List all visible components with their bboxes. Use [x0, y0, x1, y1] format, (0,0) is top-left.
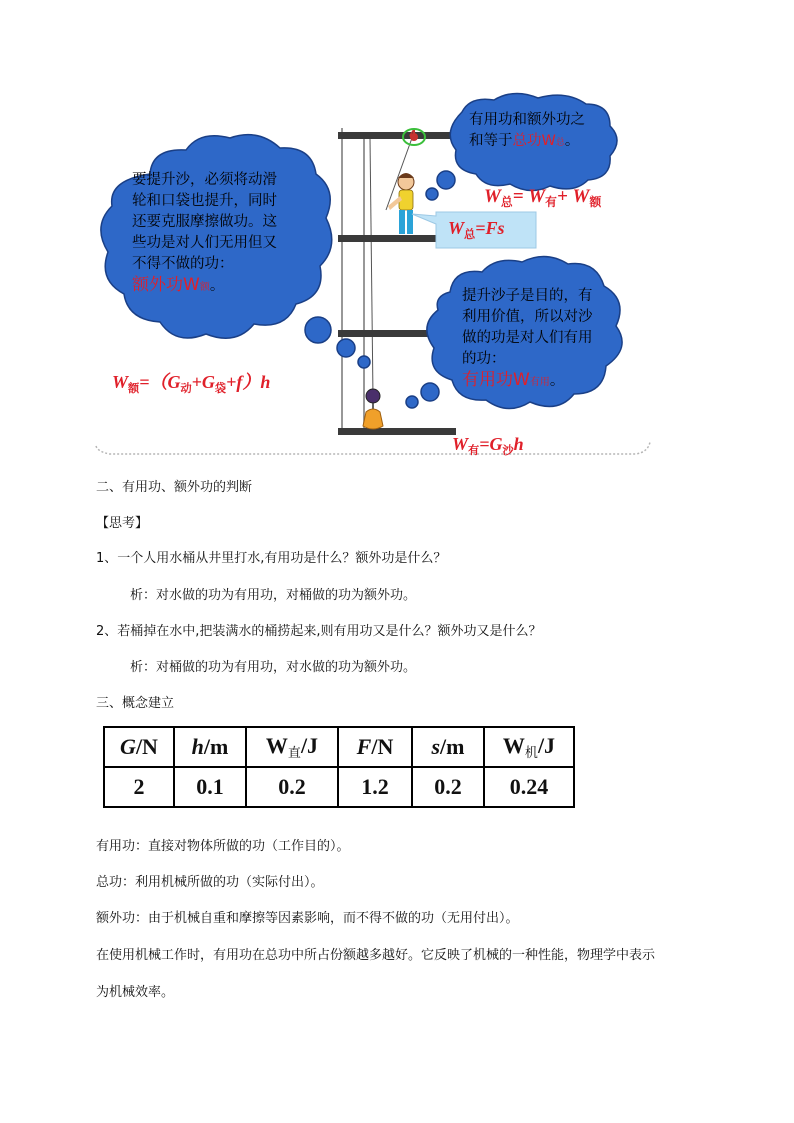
value-cell: 1.2 [338, 767, 412, 807]
total-work-label: 总功W总 [512, 133, 565, 149]
def-useful-work: 有用功：直接对物体所做的功（工作目的）。 [96, 839, 350, 854]
def-total-work: 总功：利用机械所做的功（实际付出）。 [96, 875, 324, 890]
total-work-formula: $W_总= W_有+ W_额$ [484, 186, 602, 210]
pulley-number: 4 [409, 128, 417, 141]
header-cell: F/N [338, 727, 412, 767]
header-cell: h/m [174, 727, 246, 767]
value-cell: 2 [104, 767, 174, 807]
answer-1: 析：对水做的功为有用功，对桶做的功为额外功。 [130, 588, 417, 603]
extra-work-formula: $W_额=(G_动+G_袋+f)h$ [112, 372, 271, 395]
table-value-row [104, 767, 574, 807]
header-cell: s/m [412, 727, 484, 767]
question-1: 1、一个人用水桶从井里打水,有用功是什么？额外功是什么？ [96, 551, 447, 566]
left-bubble-3 [358, 356, 370, 368]
pulley-sack-icon [363, 389, 383, 429]
left-bubble-1 [305, 317, 331, 343]
right-bubble-2 [406, 396, 418, 408]
left-cloud-tail: 。 [209, 278, 225, 294]
left-cloud-body: 要提升沙，必须将动滑轮和口袋也提升，同时还要克服摩擦做功。这些功是对人们无用但又不得不做的功： [132, 172, 277, 272]
useful-work-formula: $W_有=G_沙h$ [452, 434, 524, 457]
left-cloud-text [132, 170, 278, 298]
shelf-1 [338, 428, 456, 435]
value-cell: 0.2 [246, 767, 338, 807]
top-bubble-1 [437, 171, 455, 189]
top-bubble-2 [426, 188, 438, 200]
answer-2: 析：对桶做的功为有用功，对水做的功为额外功。 [130, 660, 417, 675]
value-cell: 0.1 [174, 767, 246, 807]
fs-formula: $W_总=Fs$ [448, 218, 505, 241]
right-cloud-text [462, 286, 602, 393]
table-header-row [104, 727, 574, 767]
efficiency-paragraph-2: 为机械效率。 [96, 985, 175, 1000]
top-cloud-text [469, 110, 595, 154]
right-cloud-tail: 。 [549, 373, 565, 389]
header-cell: G/N [104, 727, 174, 767]
extra-work-label: 额外功W额 [132, 275, 210, 295]
rope [370, 138, 373, 398]
value-cell: 0.2 [412, 767, 484, 807]
efficiency-paragraph-1: 在使用机械工作时，有用功在总功中所占份额越多越好。它反映了机械的一种性能，物理学中表示 [96, 948, 656, 963]
work-diagram [90, 90, 656, 462]
left-bubble-2 [337, 339, 355, 357]
top-cloud-tail: 。 [564, 133, 580, 149]
header-cell: W直/J [246, 727, 338, 767]
def-extra-work: 额外功：由于机械自重和摩擦等因素影响，而不得不做的功（无用付出）。 [96, 911, 519, 926]
section-heading-2: 二、有用功、额外功的判断 [96, 480, 253, 495]
section-heading-3: 三、概念建立 [96, 696, 175, 711]
header-cell: W机/J [484, 727, 574, 767]
top-cloud-body: 有用功和额外功之和等于 [469, 112, 585, 149]
shelf-4 [338, 132, 456, 139]
think-label: 【思考】 [96, 516, 149, 531]
data-table [103, 726, 575, 808]
right-bubble-1 [421, 383, 439, 401]
value-cell: 0.24 [484, 767, 574, 807]
frame-line [96, 442, 650, 454]
right-cloud-body: 提升沙子是目的，有利用价值，所以对沙做的功是对人们有用的功： [462, 288, 593, 367]
question-2: 2、若桶掉在水中,把装满水的桶捞起来,则有用功又是什么？额外功又是什么？ [96, 624, 542, 639]
person-icon [388, 173, 414, 234]
useful-work-label: 有用功W有用 [462, 370, 550, 390]
